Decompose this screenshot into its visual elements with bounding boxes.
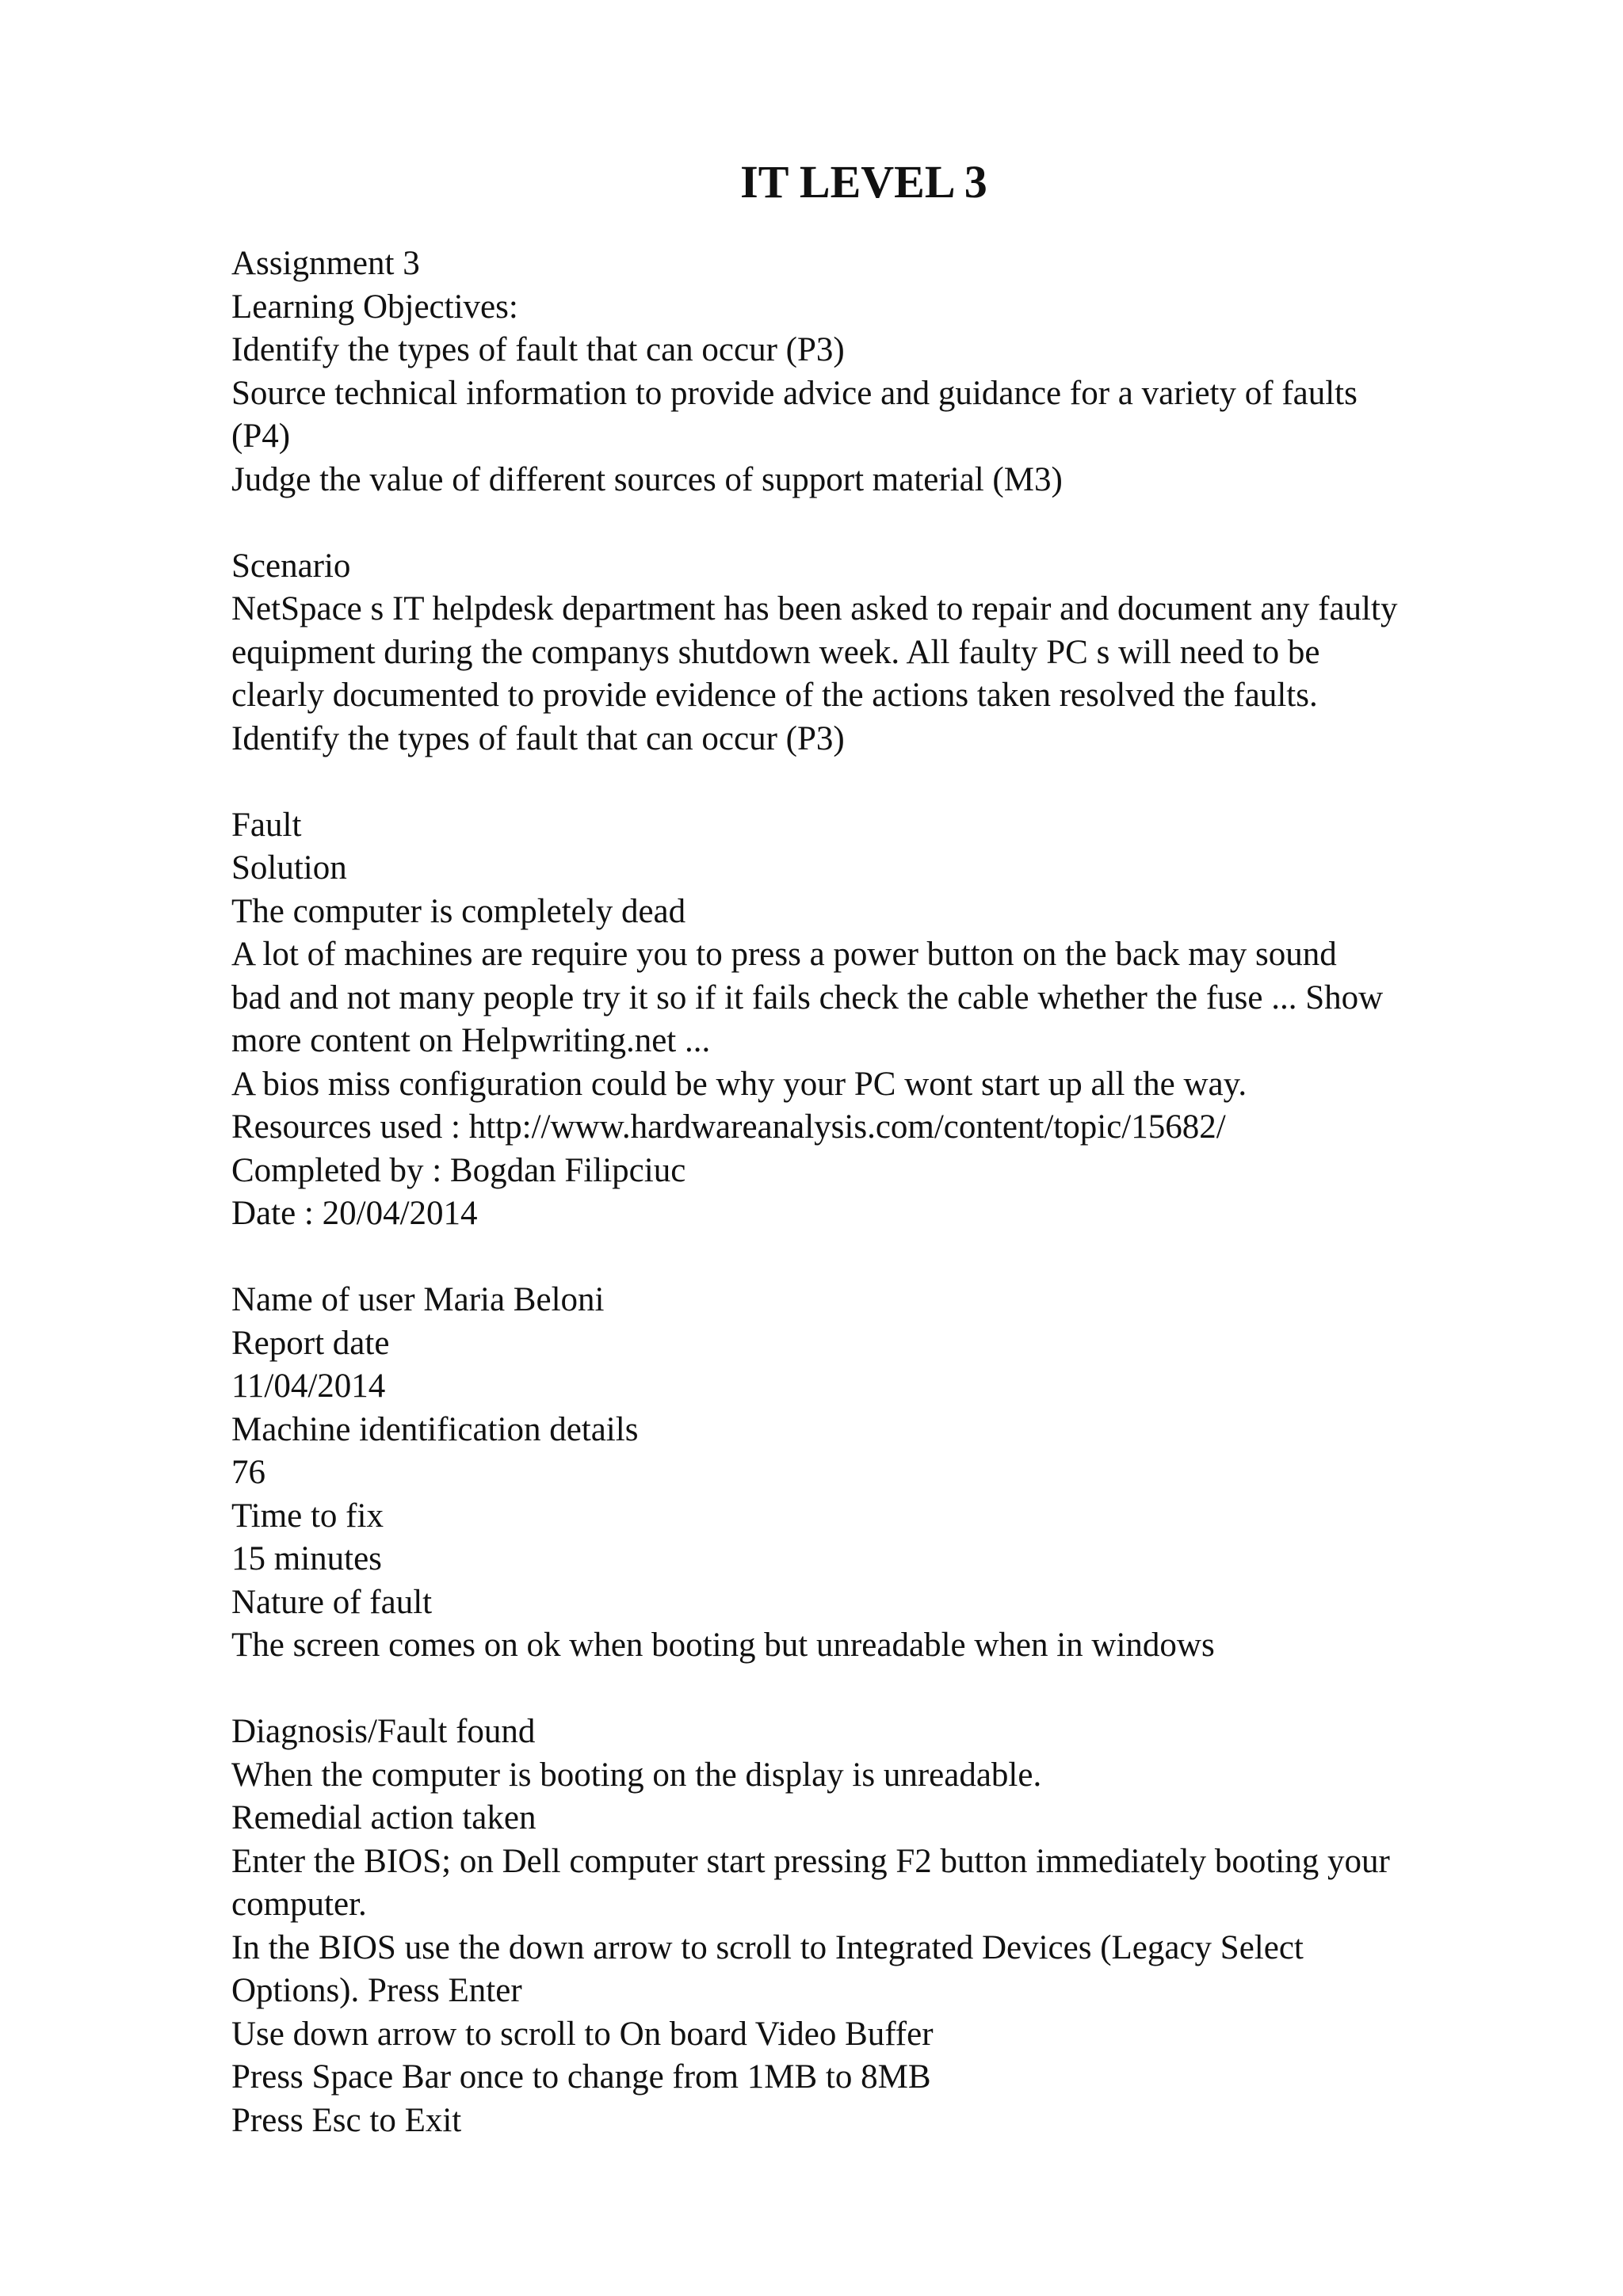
nature-of-fault-value: The screen comes on ok when booting but unreadable when in windows [231, 1627, 1215, 1664]
objective-line: Source technical information to provide advice and guidance for a variety of faults [231, 374, 1358, 412]
paragraph-gap [231, 1668, 1515, 1711]
scenario-section [231, 545, 1515, 761]
paragraph-gap [231, 502, 1515, 545]
diagnosis-heading: Diagnosis/Fault found [231, 1713, 536, 1750]
date-line: Date : 20/04/2014 [231, 1195, 478, 1232]
report-date-value: 11/04/2014 [231, 1367, 386, 1405]
diagnosis-line: When the computer is booting on the display is unreadable. [231, 1756, 1042, 1794]
machine-id-label: Machine identification details [231, 1410, 639, 1448]
paragraph-gap [231, 1236, 1515, 1280]
learning-objectives-heading: Learning Objectives: [231, 288, 518, 326]
scenario-heading: Scenario [231, 547, 351, 585]
fault-line: more content on Helpwriting.net ... [231, 1022, 711, 1059]
user-name-line: Name of user Maria Beloni [231, 1281, 605, 1318]
nature-of-fault-label: Nature of fault [231, 1583, 433, 1621]
remedial-step: Options). Press Enter [231, 1972, 522, 2009]
solution-heading: Solution [231, 849, 347, 887]
remedial-step: In the BIOS use the down arrow to scroll to Integrated Devices (Legacy Select [231, 1928, 1304, 1966]
machine-id-value: 76 [231, 1454, 265, 1491]
fault-line: bad and not many people try it so if it fails check the cable whether the fuse ... Show [231, 978, 1384, 1016]
remedial-action-heading: Remedial action taken [231, 1799, 537, 1836]
objective-line: Judge the value of different sources of support material (M3) [231, 460, 1063, 498]
objective-line: (P4) [231, 418, 291, 455]
remedial-step: Press Esc to Exit [231, 2101, 462, 2139]
resources-line: Resources used : http://www.hardwareanalysis.com/content/topic/15682/ [231, 1108, 1226, 1146]
scenario-line: NetSpace s IT helpdesk department has been asked to repair and document any faulty [231, 590, 1398, 627]
fault-section [231, 804, 1515, 1236]
scenario-line: equipment during the companys shutdown week. All faulty PC s will need to be [231, 633, 1320, 671]
fault-line: A bios miss configuration could be why your PC wont start up all the way. [231, 1065, 1247, 1103]
objective-line: Identify the types of fault that can occur (P3) [231, 331, 845, 368]
document-title: IT LEVEL 3 [740, 156, 987, 208]
header-section [231, 242, 1515, 502]
paragraph-gap [231, 761, 1515, 804]
report-date-label: Report date [231, 1324, 390, 1362]
time-to-fix-label: Time to fix [231, 1497, 384, 1535]
scenario-line: clearly documented to provide evidence of the actions taken resolved the faults. [231, 677, 1318, 714]
scenario-line: Identify the types of fault that can occur (P3) [231, 719, 845, 757]
remedial-step: Press Space Bar once to change from 1MB to 8MB [231, 2058, 931, 2096]
remedial-step: Use down arrow to scroll to On board Video Buffer [231, 2015, 934, 2053]
document-body [231, 242, 1515, 2142]
fault-line: The computer is completely dead [231, 892, 686, 930]
fault-heading: Fault [231, 806, 302, 844]
fault-line: A lot of machines are require you to press a power button on the back may sound [231, 936, 1337, 973]
remedial-step: Enter the BIOS; on Dell computer start pressing F2 button immediately booting your [231, 1842, 1390, 1880]
completed-by-line: Completed by : Bogdan Filipciuc [231, 1151, 686, 1189]
remedial-step: computer. [231, 1886, 367, 1923]
assignment-label: Assignment 3 [231, 245, 420, 282]
diagnosis-section [231, 1711, 1515, 2142]
time-to-fix-value: 15 minutes [231, 1540, 382, 1577]
user-section [231, 1279, 1515, 1668]
